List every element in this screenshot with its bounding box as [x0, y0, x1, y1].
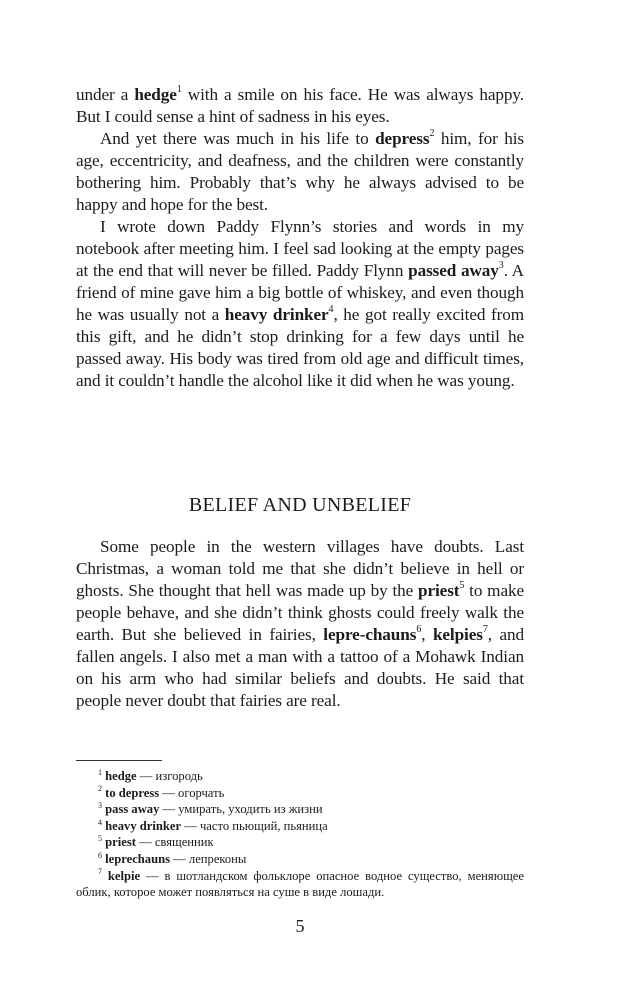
section-belief [76, 536, 524, 712]
text-run: with a smile on his face. He was always happy. But I could sense a hint of sadness in his eyes. [76, 85, 524, 126]
footnote-ref-5[interactable]: 5 [459, 580, 465, 592]
footnotes [76, 768, 524, 901]
footnote-number: 1 [98, 767, 102, 777]
text-run: to make people behave, and she didn’t think ghosts could freely walk the earth. But she believed in fairies, [76, 581, 524, 644]
footnote-number: 3 [98, 801, 102, 810]
vocab-term-hedge: hedge [134, 85, 177, 104]
vocab-term-leprechauns: lepre-chauns [323, 625, 417, 644]
vocab-term-priest: priest [418, 581, 460, 600]
footnote-term: leprechauns [105, 851, 171, 866]
footnote-ref-1[interactable]: 1 [176, 84, 182, 96]
vocab-term-kelpies: kelpies [432, 625, 483, 644]
footnote-divider [76, 760, 162, 761]
footnote-number: 6 [98, 850, 102, 860]
footnote-term: pass away [105, 802, 160, 817]
vocab-term-depress: depress [375, 129, 430, 148]
footnote-definition: — лепреконы [170, 851, 247, 866]
footnote-ref-6[interactable]: 6 [416, 624, 422, 636]
footnote-2 [76, 785, 524, 802]
footnote-number: 2 [98, 784, 102, 794]
footnote-number: 7 [98, 867, 102, 877]
vocab-term-heavy-drinker: heavy drinker [224, 305, 329, 324]
footnote-ref-3[interactable]: 3 [498, 260, 504, 272]
page-number: 5 [295, 916, 305, 936]
footnote-term: kelpie [107, 868, 141, 883]
footnote-7 [76, 868, 524, 901]
footnote-term: to depress [105, 785, 160, 800]
paragraph-4 [76, 536, 524, 712]
text-run: , he got really excited from this gift, and he didn’t stop drinking for a few days until he passed away. His body was tired from old age and difficult times, and it couldn’t handle the alcohol like it did when he was young. [76, 305, 524, 390]
text-run: I wrote down Paddy Flynn’s stories and words in my notebook after meeting him. I feel sad looking at the empty pages at the end that will never be filled. Paddy Flynn [76, 217, 524, 280]
footnote-5 [76, 834, 524, 851]
footnote-definition: — изгородь [136, 769, 203, 783]
footnote-1 [76, 768, 524, 785]
text-run: , and fallen angels. I also met a man with a tattoo of a Mohawk Indian on his arm who had similar beliefs and doubts. He said that people never doubt that fairies are real. [76, 625, 524, 710]
paragraph-3 [76, 216, 524, 392]
book-page [76, 84, 524, 936]
paragraph-2 [76, 128, 524, 216]
footnote-ref-7[interactable]: 7 [482, 624, 488, 636]
footnote-ref-2[interactable]: 2 [429, 128, 435, 140]
text-run: , [421, 625, 433, 644]
footnote-term: heavy drinker [105, 818, 182, 833]
footnote-definition: — часто пьющий, пьяница [181, 818, 328, 833]
footnote-number: 5 [98, 834, 102, 844]
footnote-3 [76, 801, 524, 818]
vocab-term-passed-away: passed away [408, 261, 499, 280]
footnote-term: priest [105, 835, 136, 850]
footnote-4 [76, 818, 524, 835]
paragraph-1 [76, 84, 524, 128]
footnote-number: 4 [98, 817, 102, 827]
footnote-definition: — в шотландском фольклоре опасное водное существо, меняющее облик, которое может появляться на суше в виде лошади. [76, 868, 524, 900]
footnote-definition: — умирать, уходить из жизни [159, 802, 323, 817]
footnote-6 [76, 851, 524, 868]
footnote-term: hedge [105, 769, 137, 783]
footnote-definition: — священник [135, 835, 214, 850]
text-run: And yet there was much in his life to [100, 129, 376, 148]
footnote-ref-4[interactable]: 4 [328, 304, 334, 316]
footnote-definition: — огорчать [159, 785, 225, 800]
text-run: him, for his age, eccentricity, and deafness, and the children were constantly bothering him. Probably that’s why he always advised to be happy and hope for the best. [76, 129, 524, 214]
text-run: Some people in the western villages have doubts. Last Christmas, a woman told me that she didn’t believe in hell or ghosts. She thought that hell was made up by the [76, 537, 524, 600]
section-heading: BELIEF AND UNBELIEF [188, 494, 412, 516]
text-run: under a [76, 85, 135, 104]
text-run: . A friend of mine gave him a big bottle of whiskey, and even though he was usually not a [76, 261, 524, 324]
